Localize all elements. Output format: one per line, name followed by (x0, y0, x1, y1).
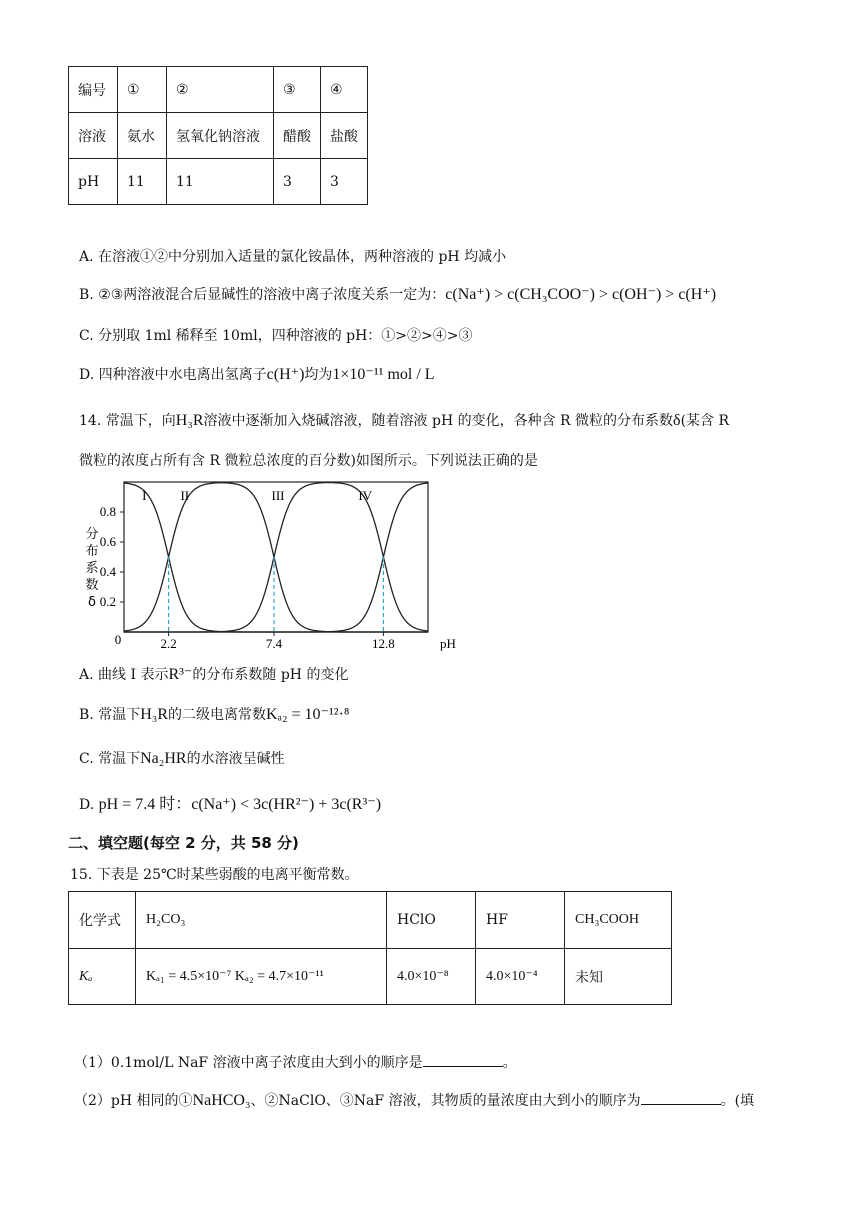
distribution-chart (78, 476, 458, 654)
q13-option-b (79, 284, 716, 304)
q13-option-d-value: 1×10⁻¹¹ mol / L (332, 366, 435, 383)
table-cell: 11 (167, 159, 274, 205)
section-heading: 二、填空题(每空 2 分，共 58 分) (68, 834, 299, 852)
q15-part2-text: （2）pH 相同的① (74, 1093, 193, 1109)
table-cell: HF (476, 892, 565, 949)
y-tick-label: 0.6 (99, 534, 116, 549)
x-tick-label: 2.2 (160, 636, 177, 651)
q14-stem-text: 14. 常温下，向 (79, 413, 176, 429)
q15-stem: 15. 下表是 25℃时某些弱酸的电离平衡常数。 (70, 867, 359, 883)
q14-option-c (79, 748, 285, 768)
q14-stem-text: (某含 R (680, 413, 730, 429)
table-cell: 4.0×10⁻⁴ (476, 949, 565, 1005)
y-tick-label: 0.2 (99, 594, 116, 609)
y-axis-label-char: 数 (85, 578, 99, 593)
table-row (69, 159, 368, 205)
table-cell: 4.0×10⁻⁸ (387, 949, 476, 1005)
q14-stem-line2: 微粒的浓度占所有含 R 微粒总浓度的百分数)如图所示。下列说法正确的是 (79, 453, 538, 469)
table-cell: Kₐ₁ = 4.5×10⁻⁷ Kₐ₂ = 4.7×10⁻¹¹ (136, 949, 387, 1005)
q15-part2 (74, 1090, 754, 1110)
y-axis-label-char: 布 (85, 544, 99, 559)
q14-option-a-formula: R³⁻ (168, 666, 193, 683)
q14-formula: H₃R (175, 412, 204, 429)
table-cell: 11 (118, 159, 167, 205)
table-cell: ① (118, 67, 167, 113)
q14-stem-line1 (79, 410, 729, 430)
x-axis-label: pH (440, 636, 456, 651)
table-cell: Kₐ (69, 949, 136, 1005)
table-cell: H₂CO₃ (136, 892, 387, 949)
curve-label-II: II (180, 488, 190, 503)
q13-option-d-text: D. 四种溶液中水电离出氢离子 (79, 367, 267, 383)
q13-option-b-formula: c(Na⁺) > c(CH₃COO⁻) > c(OH⁻) > c(H⁺) (445, 286, 717, 303)
q15-part2-text: 、②NaClO、③NaF 溶液，其物质的量浓度由大到小的顺序为 (250, 1093, 641, 1109)
q15-part2-formula: NaHCO₃ (192, 1092, 251, 1109)
q14-stem-text: 溶液中逐渐加入烧碱溶液，随着溶液 pH 的变化，各种含 R 微粒的分布系数 (203, 413, 674, 429)
q13-option-c: C. 分别取 1ml 稀释至 10ml，四种溶液的 pH：①>②>④>③ (79, 328, 473, 344)
table-cell: 氢氧化钠溶液 (167, 113, 274, 159)
table-cell: HClO (387, 892, 476, 949)
table-cell: CH₃COOH (565, 892, 672, 949)
table-row (69, 949, 672, 1005)
table-cell: 醋酸 (274, 113, 321, 159)
table-row (69, 113, 368, 159)
table-cell: ④ (321, 67, 368, 113)
ka-table (68, 891, 672, 1005)
curve-label-I: I (142, 488, 147, 503)
q15-part2-end: 。(填 (720, 1093, 755, 1109)
q14-option-c-text: C. 常温下 (79, 751, 141, 767)
curve-I (124, 483, 428, 632)
q14-option-a (79, 664, 348, 684)
q13-option-a: A. 在溶液①②中分别加入适量的氯化铵晶体，两种溶液的 pH 均减小 (79, 249, 507, 265)
q15-part1-end: 。 (502, 1055, 517, 1071)
table-cell: pH (69, 159, 118, 205)
q14-option-b-mid: 的二级电离常数 (168, 707, 267, 723)
q15-part1 (74, 1052, 517, 1072)
curve-label-IV: IV (358, 488, 373, 503)
q14-option-b-value: Kₐ₂ = 10⁻¹²·⁸ (266, 706, 350, 723)
answer-blank[interactable] (641, 1092, 721, 1105)
q14-delta: δ (673, 412, 681, 429)
curve-II (124, 483, 428, 632)
y-tick-label: 0.8 (99, 504, 116, 519)
table-cell: ② (167, 67, 274, 113)
x-tick-label: 12.8 (372, 636, 395, 651)
q15-part1-text: （1）0.1mol/L NaF 溶液中离子浓度由大到小的顺序是 (74, 1055, 423, 1071)
x-tick-label: 7.4 (265, 636, 283, 651)
table-cell: 编号 (69, 67, 118, 113)
origin-label: 0 (114, 632, 122, 647)
q13-option-b-text: B. ②③两溶液混合后显碱性的溶液中离子浓度关系一定为： (79, 287, 446, 303)
q13-option-d-formula: c(H⁺) (266, 366, 305, 383)
answer-blank[interactable] (423, 1054, 503, 1067)
table-row (69, 67, 368, 113)
q13-option-d (79, 364, 435, 384)
q14-option-d-text: D. (79, 797, 95, 813)
y-axis-label-char: 系 (85, 561, 99, 576)
q14-option-b-text: B. 常温下 (79, 707, 141, 723)
q14-option-d (79, 791, 381, 814)
y-axis-label-char: 分 (85, 527, 99, 542)
plot-frame (124, 482, 428, 632)
q14-option-a-suffix: 的分布系数随 pH 的变化 (192, 667, 349, 683)
table-cell: 氨水 (118, 113, 167, 159)
table-cell: 盐酸 (321, 113, 368, 159)
table-cell: 3 (274, 159, 321, 205)
q14-option-a-text: A. 曲线 I 表示 (79, 667, 169, 683)
curve-label-III: III (271, 488, 285, 503)
table-cell: 未知 (565, 949, 672, 1005)
q14-option-d-formula: pH = 7.4 时：c(Na⁺) < 3c(HR²⁻) + 3c(R³⁻) (98, 796, 382, 813)
q14-option-b-formula: H₃R (140, 706, 169, 723)
q14-option-b (79, 704, 350, 724)
table-cell: 溶液 (69, 113, 118, 159)
y-axis-label-char: δ (88, 595, 96, 610)
solution-table (68, 66, 368, 205)
table-row (69, 892, 672, 949)
q14-option-c-formula: Na₂HR (140, 750, 187, 767)
table-cell: 3 (321, 159, 368, 205)
y-tick-label: 0.4 (99, 564, 116, 579)
curve-III (124, 483, 428, 632)
table-cell: 化学式 (69, 892, 136, 949)
curve-IV (124, 483, 428, 632)
q13-option-d-mid: 均为 (304, 367, 333, 383)
q14-option-c-suffix: 的水溶液呈碱性 (186, 751, 285, 767)
table-cell: ③ (274, 67, 321, 113)
